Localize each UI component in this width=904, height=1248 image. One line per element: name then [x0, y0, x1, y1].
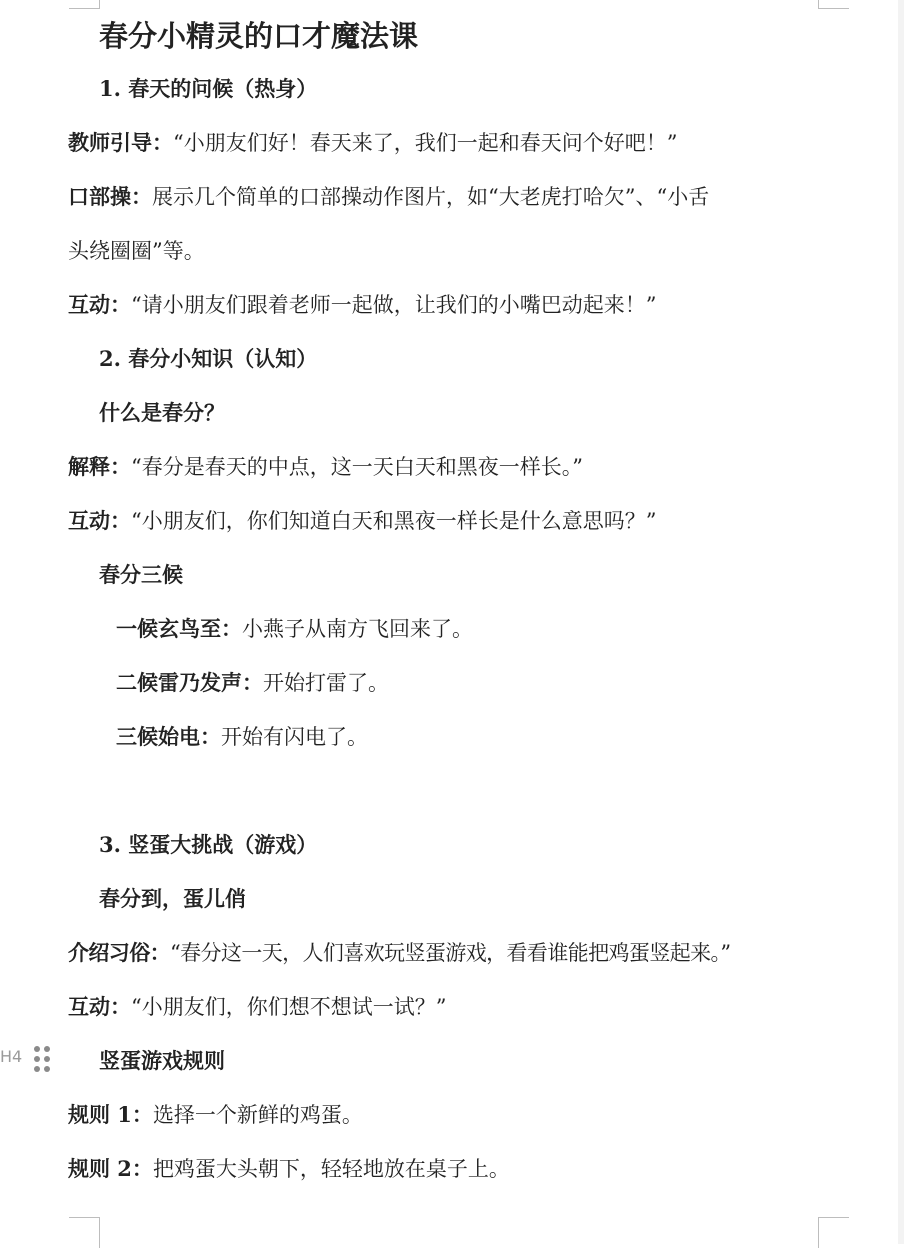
paragraph-text: “小朋友们，你们知道白天和黑夜一样长是什么意思吗？” [131, 509, 657, 533]
page-corner-mark [818, 0, 849, 9]
rule-lead: 规则 2： [68, 1156, 153, 1181]
subheading-game-rules[interactable]: 竖蛋游戏规则 [99, 1048, 225, 1073]
paragraph-custom-intro[interactable] [68, 938, 731, 968]
subheading-three-phases[interactable]: 春分三候 [99, 562, 183, 587]
paragraph-interaction-3[interactable] [68, 992, 446, 1022]
phase-text: 小燕子从南方飞回来了。 [242, 617, 473, 641]
paragraph-lead: 介绍习俗： [68, 940, 170, 965]
page-edge-shadow [898, 0, 904, 1244]
subheading-what-is-equinox[interactable]: 什么是春分？ [99, 400, 225, 425]
paragraph-text: “春分这一天，人们喜欢玩竖蛋游戏，看看谁能把鸡蛋竖起来。” [170, 941, 731, 965]
subheading-egg-fun[interactable]: 春分到，蛋儿俏 [99, 886, 246, 911]
page-title[interactable]: 春分小精灵的口才魔法课 [99, 19, 419, 53]
page-corner-mark [69, 1217, 100, 1248]
paragraph-lead: 教师引导： [68, 130, 173, 155]
paragraph-interaction-2[interactable] [68, 506, 656, 536]
paragraph-text: “小朋友们，你们想不想试一试？” [131, 995, 447, 1019]
page-corner-mark [69, 0, 100, 9]
phase-item-3[interactable] [116, 722, 368, 752]
paragraph-text: “小朋友们好！春天来了，我们一起和春天问个好吧！” [173, 131, 678, 155]
paragraph-explanation[interactable] [68, 452, 583, 482]
phase-lead: 二候雷乃发声： [116, 670, 263, 695]
phase-lead: 一候玄鸟至： [116, 616, 242, 641]
heading-level-marker: H4 [0, 1047, 23, 1066]
rule-lead: 规则 1： [68, 1102, 153, 1127]
phase-item-1[interactable] [116, 614, 473, 644]
section-heading-2[interactable]: 2. 春分小知识（认知） [99, 346, 318, 371]
rule-text: 选择一个新鲜的鸡蛋。 [152, 1103, 363, 1127]
rule-item-1[interactable] [68, 1100, 363, 1130]
phase-text: 开始有闪电了。 [221, 725, 368, 749]
rule-text: 把鸡蛋大头朝下，轻轻地放在桌子上。 [152, 1157, 510, 1181]
phase-text: 开始打雷了。 [263, 671, 389, 695]
phase-lead: 三候始电： [116, 724, 221, 749]
paragraph-lead: 互动： [68, 994, 131, 1019]
paragraph-lead: 互动： [68, 292, 131, 317]
paragraph-mouth-exercise[interactable] [68, 182, 709, 212]
paragraph-text: 展示几个简单的口部操动作图片，如“大老虎打哈欠”、“小舌 [152, 185, 710, 209]
paragraph-text: “请小朋友们跟着老师一起做，让我们的小嘴巴动起来！” [131, 293, 657, 317]
phase-item-2[interactable] [116, 668, 389, 698]
drag-handle-icon[interactable] [34, 1046, 54, 1076]
paragraph-teacher-guide[interactable] [68, 128, 677, 158]
rule-item-2[interactable] [68, 1154, 510, 1184]
paragraph-lead: 口部操： [68, 184, 152, 209]
section-heading-3[interactable]: 3. 竖蛋大挑战（游戏） [99, 832, 318, 857]
page-corner-mark [818, 1217, 849, 1248]
paragraph-mouth-exercise-cont[interactable]: 头绕圈圈”等。 [68, 239, 205, 263]
section-heading-1[interactable]: 1. 春天的问候（热身） [99, 76, 318, 101]
paragraph-lead: 解释： [68, 454, 131, 479]
paragraph-text: “春分是春天的中点，这一天白天和黑夜一样长。” [131, 455, 583, 479]
paragraph-interaction-1[interactable] [68, 290, 656, 320]
paragraph-lead: 互动： [68, 508, 131, 533]
